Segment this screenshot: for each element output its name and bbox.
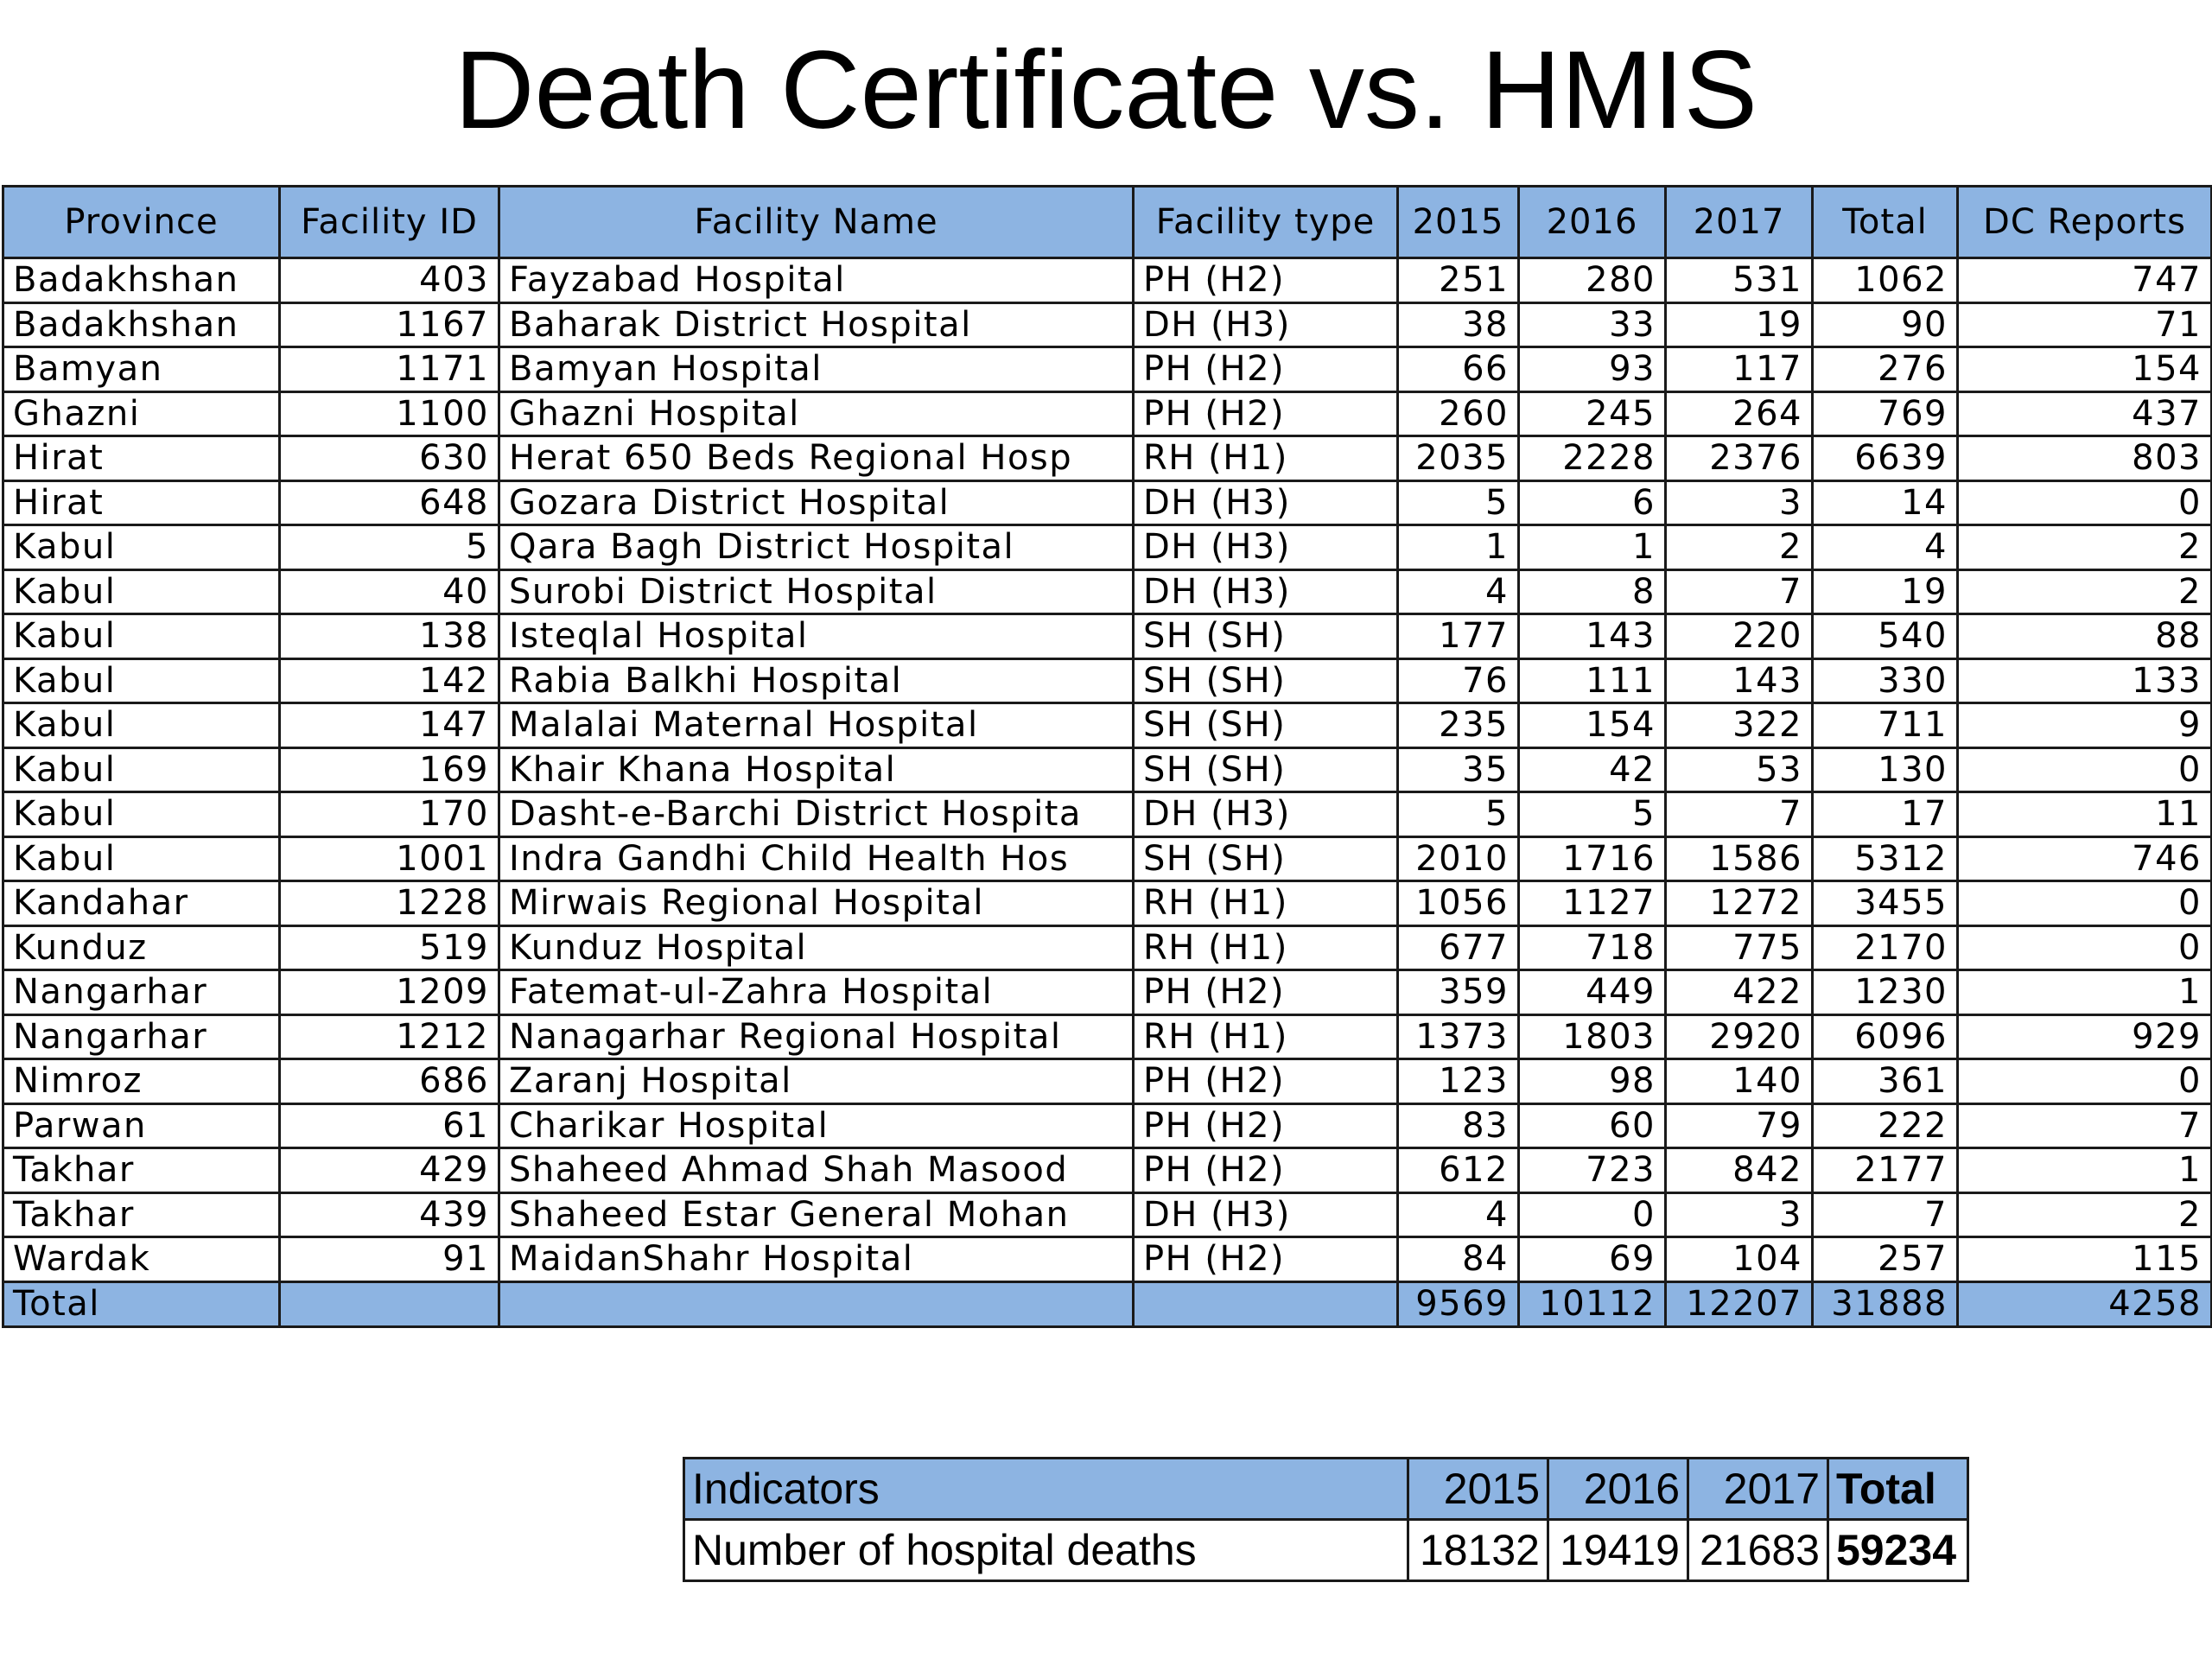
table-cell: 177: [1398, 614, 1519, 659]
indicators-header-cell: Indicators: [684, 1459, 1408, 1520]
table-body: [3, 258, 2212, 1282]
table-cell: 33: [1519, 302, 1666, 347]
table-cell: 531: [1666, 258, 1813, 303]
table-row: [3, 703, 2212, 748]
header-facility-name: Facility Name: [499, 187, 1134, 258]
table-cell: 540: [1813, 614, 1958, 659]
table-cell: 4: [1813, 525, 1958, 570]
table-cell: 220: [1666, 614, 1813, 659]
table-row: [3, 881, 2212, 926]
table-cell: Wardak: [3, 1237, 280, 1282]
table-row: [3, 391, 2212, 436]
table-cell: 60: [1519, 1103, 1666, 1148]
table-cell: 91: [280, 1237, 499, 1282]
table-cell: 1127: [1519, 881, 1666, 926]
indicators-cell: 59234: [1828, 1520, 1968, 1581]
table-cell: 93: [1519, 347, 1666, 392]
indicators-header-cell: 2015: [1408, 1459, 1548, 1520]
table-cell: 257: [1813, 1237, 1958, 1282]
table-row: [3, 1014, 2212, 1059]
indicators-cell: 19419: [1548, 1520, 1688, 1581]
table-row: [3, 525, 2212, 570]
table-cell: 6639: [1813, 436, 1958, 481]
table-cell: 1: [1519, 525, 1666, 570]
table-cell: 842: [1666, 1148, 1813, 1193]
total-cell: [499, 1281, 1134, 1326]
table-cell: Badakhshan: [3, 302, 280, 347]
table-cell: 222: [1813, 1103, 1958, 1148]
table-row: [3, 258, 2212, 303]
table-cell: 0: [1958, 1059, 2212, 1104]
table-cell: Nangarhar: [3, 1014, 280, 1059]
total-row: [3, 1281, 2212, 1326]
table-cell: 5: [1398, 792, 1519, 837]
table-cell: 3455: [1813, 881, 1958, 926]
table-cell: 111: [1519, 658, 1666, 703]
table-cell: 1171: [280, 347, 499, 392]
table-cell: 0: [1519, 1192, 1666, 1237]
table-row: [3, 792, 2212, 837]
table-cell: 40: [280, 569, 499, 614]
table-cell: SH (SH): [1134, 658, 1398, 703]
table-cell: 723: [1519, 1148, 1666, 1193]
table-cell: PH (H2): [1134, 970, 1398, 1015]
table-cell: Nimroz: [3, 1059, 280, 1104]
total-cell: Total: [3, 1281, 280, 1326]
table-cell: PH (H2): [1134, 1059, 1398, 1104]
table-cell: Kabul: [3, 658, 280, 703]
table-cell: 138: [280, 614, 499, 659]
header-dc-reports: DC Reports: [1958, 187, 2212, 258]
table-cell: 1001: [280, 836, 499, 881]
table-cell: 170: [280, 792, 499, 837]
table-cell: 2920: [1666, 1014, 1813, 1059]
table-cell: SH (SH): [1134, 614, 1398, 659]
table-cell: 7: [1958, 1103, 2212, 1148]
header-2016: 2016: [1519, 187, 1666, 258]
table-cell: 7: [1666, 792, 1813, 837]
table-cell: 519: [280, 925, 499, 970]
table-cell: 11: [1958, 792, 2212, 837]
table-cell: 0: [1958, 747, 2212, 792]
table-cell: Kandahar: [3, 881, 280, 926]
table-cell: 2: [1666, 525, 1813, 570]
table-cell: 140: [1666, 1059, 1813, 1104]
table-cell: 276: [1813, 347, 1958, 392]
table-cell: 169: [280, 747, 499, 792]
table-cell: PH (H2): [1134, 347, 1398, 392]
table-cell: 280: [1519, 258, 1666, 303]
total-cell: [1134, 1281, 1398, 1326]
table-cell: 2: [1958, 1192, 2212, 1237]
table-cell: 1056: [1398, 881, 1519, 926]
table-cell: MaidanShahr Hospital: [499, 1237, 1134, 1282]
header-2015: 2015: [1398, 187, 1519, 258]
indicators-header-cell: 2016: [1548, 1459, 1688, 1520]
table-cell: Bamyan Hospital: [499, 347, 1134, 392]
table-cell: 1: [1958, 970, 2212, 1015]
table-cell: Mirwais Regional Hospital: [499, 881, 1134, 926]
table-cell: 79: [1666, 1103, 1813, 1148]
table-cell: DH (H3): [1134, 792, 1398, 837]
table-cell: Kabul: [3, 792, 280, 837]
table-cell: Surobi District Hospital: [499, 569, 1134, 614]
table-cell: 7: [1813, 1192, 1958, 1237]
table-cell: 1586: [1666, 836, 1813, 881]
table-cell: 14: [1813, 480, 1958, 525]
table-cell: Khair Khana Hospital: [499, 747, 1134, 792]
table-cell: RH (H1): [1134, 881, 1398, 926]
table-cell: 5: [1519, 792, 1666, 837]
table-cell: 2010: [1398, 836, 1519, 881]
indicators-row: [684, 1520, 1968, 1581]
table-row: [3, 925, 2212, 970]
table-cell: 42: [1519, 747, 1666, 792]
facility-deaths-table: [2, 185, 2212, 1328]
table-cell: 154: [1958, 347, 2212, 392]
indicators-body: [684, 1520, 1968, 1581]
total-cell: 12207: [1666, 1281, 1813, 1326]
table-cell: PH (H2): [1134, 1237, 1398, 1282]
table-cell: 1: [1958, 1148, 2212, 1193]
table-cell: 1373: [1398, 1014, 1519, 1059]
table-cell: 330: [1813, 658, 1958, 703]
table-cell: DH (H3): [1134, 1192, 1398, 1237]
table-cell: 88: [1958, 614, 2212, 659]
table-cell: 143: [1519, 614, 1666, 659]
table-cell: 612: [1398, 1148, 1519, 1193]
table-cell: 929: [1958, 1014, 2212, 1059]
table-cell: 449: [1519, 970, 1666, 1015]
table-cell: Ghazni: [3, 391, 280, 436]
table-cell: 2228: [1519, 436, 1666, 481]
table-cell: 61: [280, 1103, 499, 1148]
table-cell: 322: [1666, 703, 1813, 748]
table-cell: 104: [1666, 1237, 1813, 1282]
table-cell: 1212: [280, 1014, 499, 1059]
table-cell: 1272: [1666, 881, 1813, 926]
table-cell: 747: [1958, 258, 2212, 303]
table-cell: Gozara District Hospital: [499, 480, 1134, 525]
table-cell: 8: [1519, 569, 1666, 614]
total-cell: 31888: [1813, 1281, 1958, 1326]
table-cell: 437: [1958, 391, 2212, 436]
table-cell: 2035: [1398, 436, 1519, 481]
table-cell: Fayzabad Hospital: [499, 258, 1134, 303]
total-cell: 4258: [1958, 1281, 2212, 1326]
table-cell: 2376: [1666, 436, 1813, 481]
table-cell: 251: [1398, 258, 1519, 303]
table-cell: Kabul: [3, 703, 280, 748]
table-row: [3, 614, 2212, 659]
table-cell: Qara Bagh District Hospital: [499, 525, 1134, 570]
table-cell: Shaheed Ahmad Shah Masood: [499, 1148, 1134, 1193]
total-cell: 10112: [1519, 1281, 1666, 1326]
table-cell: 117: [1666, 347, 1813, 392]
table-cell: PH (H2): [1134, 258, 1398, 303]
table-cell: 403: [280, 258, 499, 303]
table-cell: 84: [1398, 1237, 1519, 1282]
table-cell: 2: [1958, 525, 2212, 570]
table-cell: Dasht-e-Barchi District Hospita: [499, 792, 1134, 837]
table-cell: 17: [1813, 792, 1958, 837]
table-cell: 1209: [280, 970, 499, 1015]
table-cell: Malalai Maternal Hospital: [499, 703, 1134, 748]
table-cell: 711: [1813, 703, 1958, 748]
table-cell: 1230: [1813, 970, 1958, 1015]
table-cell: Nangarhar: [3, 970, 280, 1015]
table-cell: PH (H2): [1134, 1103, 1398, 1148]
table-cell: 1100: [280, 391, 499, 436]
table-cell: Kunduz: [3, 925, 280, 970]
table-cell: 115: [1958, 1237, 2212, 1282]
header-total: Total: [1813, 187, 1958, 258]
table-cell: RH (H1): [1134, 925, 1398, 970]
table-cell: 3: [1666, 480, 1813, 525]
page-title: Death Certificate vs. HMIS: [454, 29, 1758, 152]
header-facility-id: Facility ID: [280, 187, 499, 258]
header-2017: 2017: [1666, 187, 1813, 258]
table-cell: DH (H3): [1134, 480, 1398, 525]
table-cell: 648: [280, 480, 499, 525]
table-cell: 3: [1666, 1192, 1813, 1237]
table-cell: 53: [1666, 747, 1813, 792]
table-cell: 1: [1398, 525, 1519, 570]
table-cell: 361: [1813, 1059, 1958, 1104]
table-cell: 147: [280, 703, 499, 748]
table-cell: 5312: [1813, 836, 1958, 881]
table-row: [3, 1059, 2212, 1104]
table-cell: 803: [1958, 436, 2212, 481]
table-cell: Ghazni Hospital: [499, 391, 1134, 436]
table-row: [3, 436, 2212, 481]
table-cell: 1167: [280, 302, 499, 347]
table-cell: 429: [280, 1148, 499, 1193]
table-cell: RH (H1): [1134, 1014, 1398, 1059]
table-cell: 6: [1519, 480, 1666, 525]
table-cell: 245: [1519, 391, 1666, 436]
indicators-header-cell: Total: [1828, 1459, 1968, 1520]
table-cell: 38: [1398, 302, 1519, 347]
table-cell: SH (SH): [1134, 703, 1398, 748]
table-cell: 769: [1813, 391, 1958, 436]
table-cell: 359: [1398, 970, 1519, 1015]
total-cell: [280, 1281, 499, 1326]
table-cell: Kabul: [3, 614, 280, 659]
table-cell: 260: [1398, 391, 1519, 436]
table-cell: RH (H1): [1134, 436, 1398, 481]
table-row: [3, 970, 2212, 1015]
table-cell: 1228: [280, 881, 499, 926]
table-cell: PH (H2): [1134, 1148, 1398, 1193]
table-cell: DH (H3): [1134, 302, 1398, 347]
table-cell: 7: [1666, 569, 1813, 614]
table-cell: 154: [1519, 703, 1666, 748]
table-cell: 1716: [1519, 836, 1666, 881]
table-cell: Nanagarhar Regional Hospital: [499, 1014, 1134, 1059]
table-cell: Kabul: [3, 747, 280, 792]
table-cell: 66: [1398, 347, 1519, 392]
table-cell: 83: [1398, 1103, 1519, 1148]
indicators-cell: Number of hospital deaths: [684, 1520, 1408, 1581]
table-cell: 718: [1519, 925, 1666, 970]
table-cell: 2: [1958, 569, 2212, 614]
table-cell: 5: [1398, 480, 1519, 525]
table-cell: Badakhshan: [3, 258, 280, 303]
table-row: [3, 569, 2212, 614]
table-cell: 4: [1398, 1192, 1519, 1237]
table-cell: DH (H3): [1134, 569, 1398, 614]
indicators-table: [683, 1457, 1969, 1582]
table-cell: 0: [1958, 480, 2212, 525]
table-cell: 422: [1666, 970, 1813, 1015]
table-cell: 4: [1398, 569, 1519, 614]
table-cell: Takhar: [3, 1192, 280, 1237]
header-province: Province: [3, 187, 280, 258]
table-row: [3, 658, 2212, 703]
table-row: [3, 302, 2212, 347]
table-cell: 69: [1519, 1237, 1666, 1282]
table-cell: 35: [1398, 747, 1519, 792]
table-cell: 630: [280, 436, 499, 481]
table-cell: Parwan: [3, 1103, 280, 1148]
table-cell: DH (H3): [1134, 525, 1398, 570]
table-cell: Kabul: [3, 836, 280, 881]
table-row: [3, 747, 2212, 792]
table-cell: 264: [1666, 391, 1813, 436]
indicators-header-cell: 2017: [1688, 1459, 1828, 1520]
indicators-cell: 18132: [1408, 1520, 1548, 1581]
table-cell: Kabul: [3, 569, 280, 614]
table-cell: Herat 650 Beds Regional Hosp: [499, 436, 1134, 481]
table-cell: 686: [280, 1059, 499, 1104]
header-facility-type: Facility type: [1134, 187, 1398, 258]
table-cell: 90: [1813, 302, 1958, 347]
table-cell: 1062: [1813, 258, 1958, 303]
table-cell: 2177: [1813, 1148, 1958, 1193]
table-cell: 133: [1958, 658, 2212, 703]
table-cell: Baharak District Hospital: [499, 302, 1134, 347]
table-cell: PH (H2): [1134, 391, 1398, 436]
table-cell: 2170: [1813, 925, 1958, 970]
table-row: [3, 347, 2212, 392]
table-cell: Takhar: [3, 1148, 280, 1193]
table-cell: 130: [1813, 747, 1958, 792]
table-cell: 0: [1958, 881, 2212, 926]
table-cell: SH (SH): [1134, 747, 1398, 792]
table-cell: Kabul: [3, 525, 280, 570]
table-cell: Shaheed Estar General Mohan: [499, 1192, 1134, 1237]
table-cell: Indra Gandhi Child Health Hos: [499, 836, 1134, 881]
table-cell: 0: [1958, 925, 2212, 970]
table-cell: 775: [1666, 925, 1813, 970]
table-header-row: [3, 187, 2212, 258]
total-cell: 9569: [1398, 1281, 1519, 1326]
table-cell: 235: [1398, 703, 1519, 748]
table-cell: Isteqlal Hospital: [499, 614, 1134, 659]
table-cell: 142: [280, 658, 499, 703]
table-cell: 6096: [1813, 1014, 1958, 1059]
table-cell: Charikar Hospital: [499, 1103, 1134, 1148]
table-cell: 1803: [1519, 1014, 1666, 1059]
indicators-cell: 21683: [1688, 1520, 1828, 1581]
table-cell: Fatemat-ul-Zahra Hospital: [499, 970, 1134, 1015]
table-cell: 123: [1398, 1059, 1519, 1104]
table-cell: SH (SH): [1134, 836, 1398, 881]
table-row: [3, 480, 2212, 525]
table-cell: 439: [280, 1192, 499, 1237]
table-cell: 5: [280, 525, 499, 570]
table-row: [3, 1148, 2212, 1193]
table-cell: 71: [1958, 302, 2212, 347]
indicators-header-row: [684, 1459, 1968, 1520]
table-cell: Hirat: [3, 480, 280, 525]
table-cell: Bamyan: [3, 347, 280, 392]
table-cell: 677: [1398, 925, 1519, 970]
table-cell: 98: [1519, 1059, 1666, 1104]
table-cell: 19: [1666, 302, 1813, 347]
table-row: [3, 1192, 2212, 1237]
table-cell: 143: [1666, 658, 1813, 703]
table-cell: 746: [1958, 836, 2212, 881]
table-cell: Hirat: [3, 436, 280, 481]
table-cell: Kunduz Hospital: [499, 925, 1134, 970]
table-row: [3, 1103, 2212, 1148]
table-cell: Rabia Balkhi Hospital: [499, 658, 1134, 703]
table-cell: 76: [1398, 658, 1519, 703]
table-row: [3, 836, 2212, 881]
table-cell: 9: [1958, 703, 2212, 748]
table-cell: 19: [1813, 569, 1958, 614]
table-cell: Zaranj Hospital: [499, 1059, 1134, 1104]
table-row: [3, 1237, 2212, 1282]
